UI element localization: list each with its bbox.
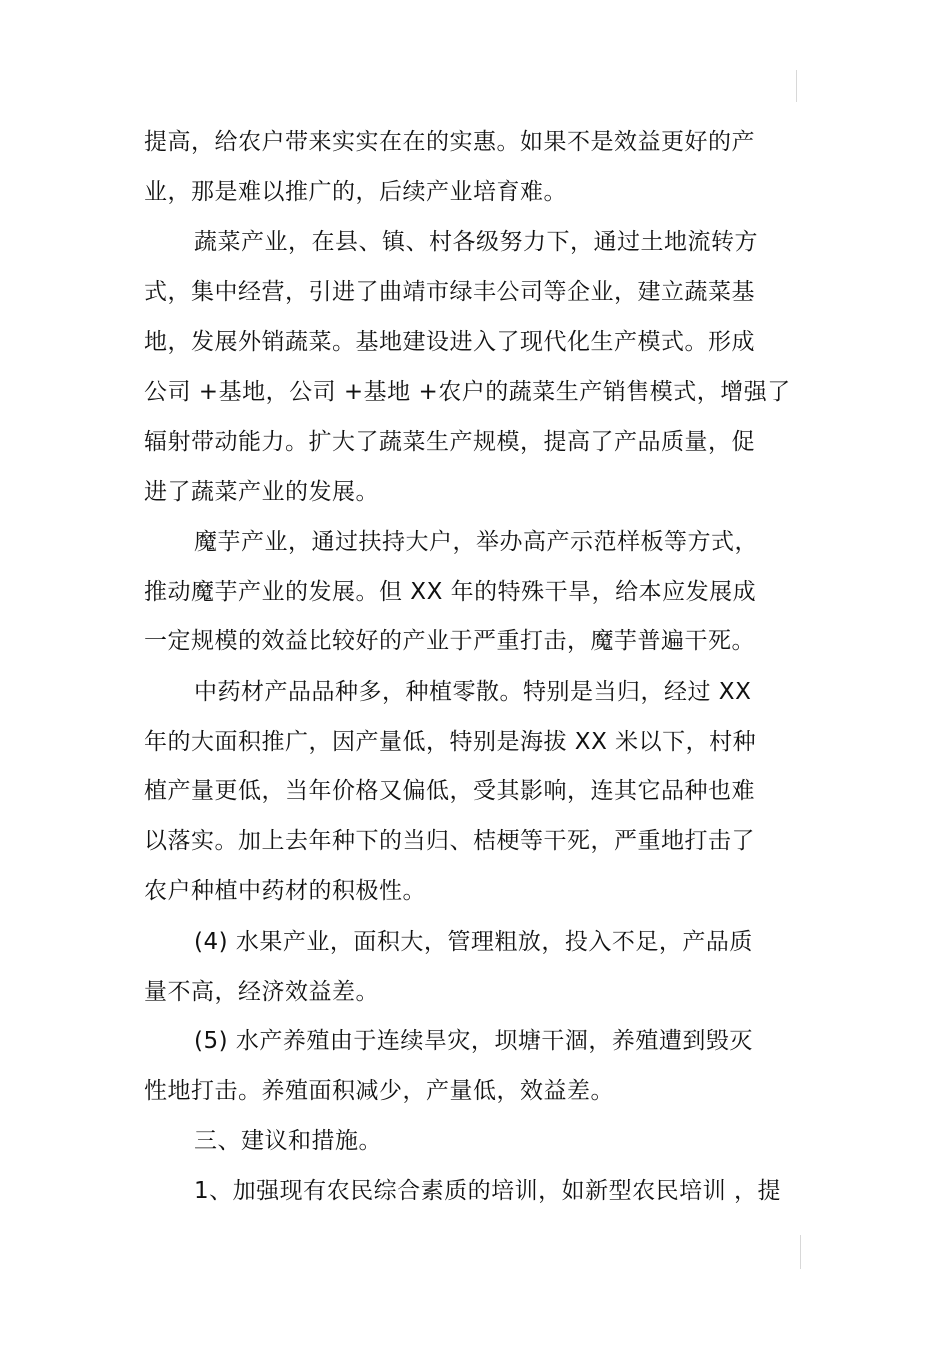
text-line-7: 辐射带动能力。扩大了蔬菜生产规模，提高了产品质量，促 xyxy=(144,429,755,455)
page-edge-mark-bottom xyxy=(800,1235,801,1269)
page-edge-mark-top xyxy=(796,70,797,102)
text-line-18: 量不高，经济效益差。 xyxy=(144,979,379,1005)
text-line-2: 业，那是难以推广的，后续产业培育难。 xyxy=(144,179,567,205)
text-line-12: 中药材产品品种多，种植零散。特别是当归，经过 XX xyxy=(194,679,752,705)
text-line-10: 推动魔芋产业的发展。但 XX 年的特殊干旱，给本应发展成 xyxy=(144,579,757,605)
text-line-20: 性地打击。养殖面积减少，产量低，效益差。 xyxy=(144,1078,614,1104)
text-line-21: 三、建议和措施。 xyxy=(194,1128,382,1154)
text-line-3: 蔬菜产业，在县、镇、村各级努力下，通过土地流转方 xyxy=(194,229,758,255)
text-line-11: 一定规模的效益比较好的产业于严重打击，魔芋普遍干死。 xyxy=(144,628,755,654)
text-line-9: 魔芋产业，通过扶持大户，举办高产示范样板等方式， xyxy=(194,529,758,555)
text-line-8: 进了蔬菜产业的发展。 xyxy=(144,479,379,505)
text-line-15: 以落实。加上去年种下的当归、桔梗等干死，严重地打击了 xyxy=(144,828,755,854)
text-line-14: 植产量更低，当年价格又偏低，受其影响，连其它品种也难 xyxy=(144,778,755,804)
text-line-6: 公司 +基地，公司 +基地 +农户的蔬菜生产销售模式，增强了 xyxy=(144,379,791,405)
text-line-1: 提高，给农户带来实实在在的实惠。如果不是效益更好的产 xyxy=(144,129,755,155)
text-line-19: (5) 水产养殖由于连续旱灾，坝塘干涸，养殖遭到毁灭 xyxy=(194,1028,753,1054)
text-line-22: 1、加强现有农民综合素质的培训，如新型农民培训 ，提 xyxy=(194,1178,781,1204)
text-line-17: (4) 水果产业，面积大，管理粗放，投入不足，产品质 xyxy=(194,929,753,955)
text-line-4: 式，集中经营，引进了曲靖市绿丰公司等企业，建立蔬菜基 xyxy=(144,279,755,305)
text-line-13: 年的大面积推广，因产量低，特别是海拔 XX 米以下，村种 xyxy=(144,729,757,755)
text-line-16: 农户种植中药材的积极性。 xyxy=(144,878,426,904)
text-line-5: 地，发展外销蔬菜。基地建设进入了现代化生产模式。形成 xyxy=(144,329,755,355)
